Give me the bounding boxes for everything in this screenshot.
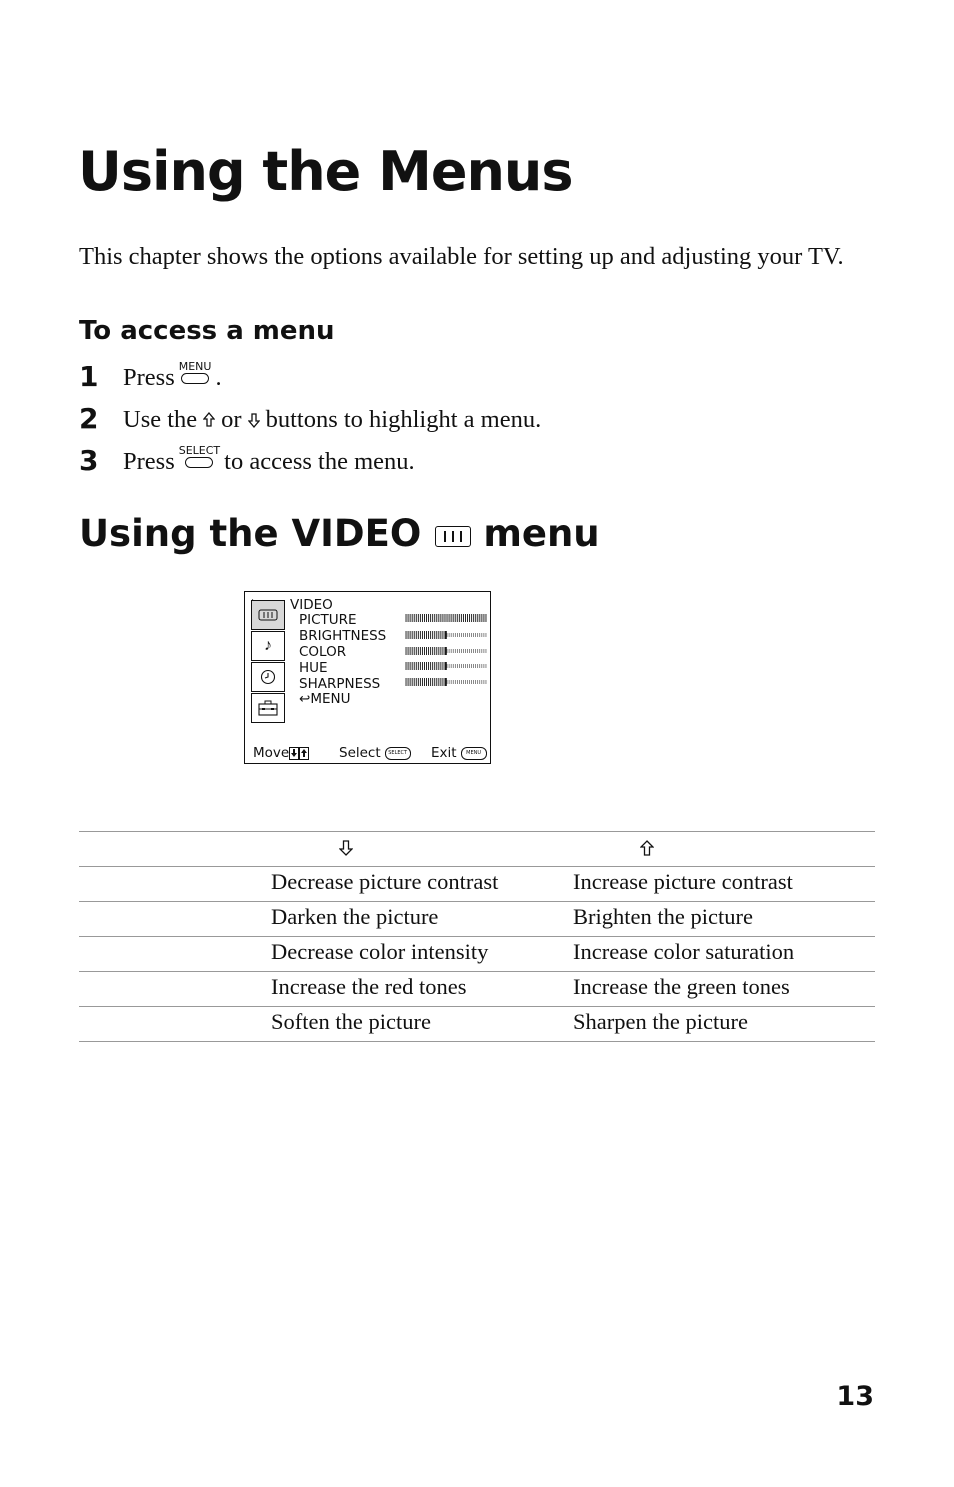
video-icon: [435, 526, 471, 547]
intro-paragraph: This chapter shows the options available for setting up and adjusting your TV.: [79, 243, 844, 270]
table-row: [79, 936, 875, 971]
down-effect-cell: Decrease color intensity: [271, 939, 489, 964]
osd-item-color: COLOR: [299, 644, 347, 660]
music-note-icon: ♪: [251, 631, 285, 661]
access-menu-heading: To access a menu: [79, 316, 335, 346]
heading-text: Using the VIDEO: [79, 512, 422, 555]
osd-level-bar: [405, 631, 487, 639]
move-arrows-icon: [289, 747, 309, 760]
video-menu-screen: [244, 591, 491, 764]
osd-footer-move: Move: [253, 745, 309, 761]
table-row: [79, 971, 875, 1006]
table-row: [79, 866, 875, 901]
step-number: 1: [79, 360, 99, 393]
osd-level-bar: [405, 662, 487, 670]
page-number: 13: [836, 1381, 874, 1412]
osd-item-hue: HUE: [299, 660, 328, 676]
down-effect-cell: Decrease picture contrast: [271, 869, 499, 894]
osd-item-sharpness: SHARPNESS: [299, 676, 381, 692]
page-title: Using the Menus: [78, 140, 573, 203]
table-row: [79, 901, 875, 936]
heading-text: menu: [483, 512, 600, 555]
up-effect-cell: Sharpen the picture: [573, 1009, 748, 1034]
table-header-row: [79, 831, 875, 866]
return-arrow-icon: ↩: [299, 691, 311, 707]
video-menu-heading: [79, 512, 600, 555]
up-arrow-icon: [640, 840, 654, 856]
table-row: [79, 1006, 875, 1042]
osd-level-bar: [405, 614, 487, 622]
up-effect-cell: Increase the green tones: [573, 974, 790, 999]
osd-item-brightness: BRIGHTNESS: [299, 628, 387, 644]
step-text: Use the: [123, 406, 198, 433]
step-1: [79, 360, 879, 396]
step-number: 3: [79, 444, 99, 477]
menu-button-icon: MENU: [461, 747, 487, 760]
up-effect-cell: Brighten the picture: [573, 904, 753, 929]
down-effect-cell: Darken the picture: [271, 904, 439, 929]
menu-button-icon: MENU: [179, 361, 212, 384]
osd-item-menu: ↩MENU: [299, 691, 351, 707]
osd-level-bar: [405, 678, 487, 686]
osd-item-picture: PICTURE: [299, 612, 357, 628]
osd-footer-select: Select SELECT: [339, 745, 411, 761]
up-effect-cell: Increase color saturation: [573, 939, 795, 964]
step-text: Press: [123, 364, 175, 391]
osd-footer-exit: Exit MENU: [431, 745, 487, 761]
up-effect-cell: Increase picture contrast: [573, 869, 793, 894]
step-text: .: [215, 364, 222, 391]
video-options-table: [79, 831, 875, 1042]
step-text: buttons to highlight a menu.: [265, 406, 542, 433]
step-text: Press: [123, 448, 175, 475]
up-arrow-icon: [203, 412, 215, 428]
osd-menu-title: VIDEO: [290, 597, 333, 613]
step-3: [79, 444, 879, 480]
step-number: 2: [79, 402, 99, 435]
down-arrow-icon: [339, 840, 353, 856]
osd-level-bar: [405, 647, 487, 655]
step-2: [79, 402, 879, 438]
step-text: or: [221, 406, 242, 433]
down-effect-cell: Increase the red tones: [271, 974, 467, 999]
clock-icon: [251, 662, 285, 692]
toolbox-icon: [251, 693, 285, 723]
video-icon: [251, 600, 285, 630]
select-button-icon: SELECT: [385, 747, 411, 760]
down-arrow-icon: [248, 412, 260, 428]
step-text: to access the menu.: [224, 448, 415, 475]
down-effect-cell: Soften the picture: [271, 1009, 431, 1034]
select-button-icon: SELECT: [179, 445, 220, 468]
